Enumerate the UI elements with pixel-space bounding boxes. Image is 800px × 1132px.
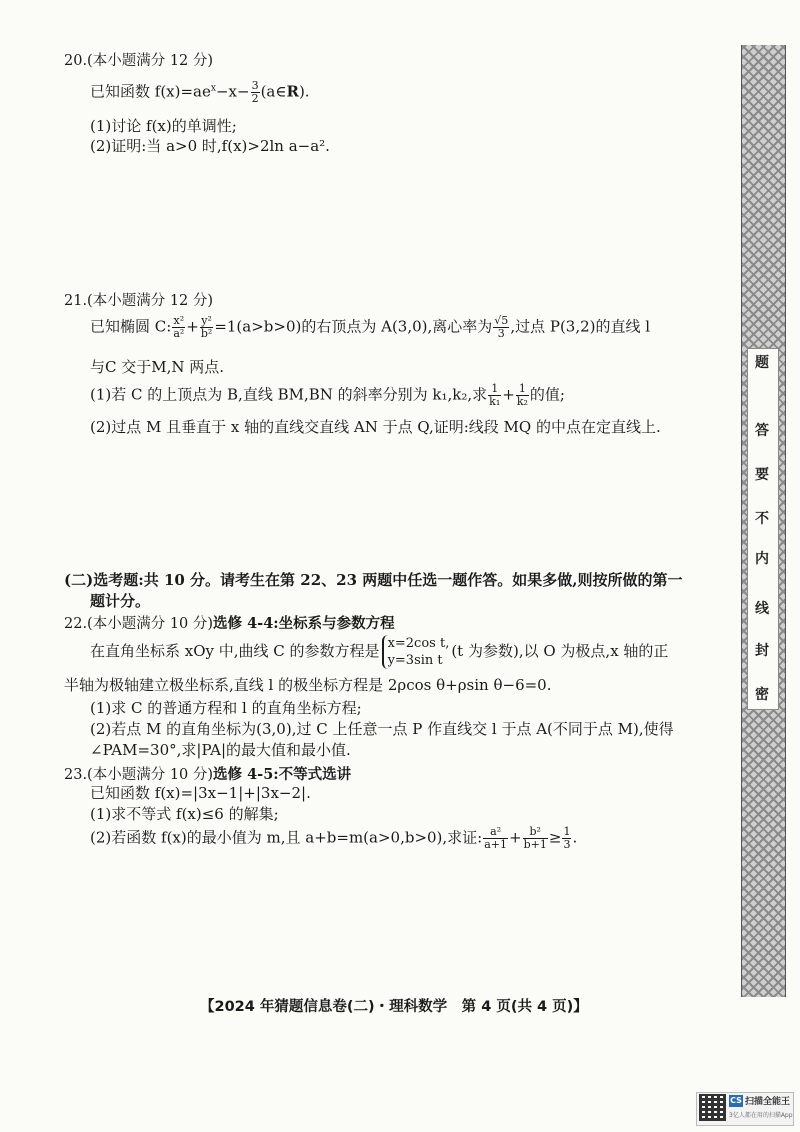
q23-frac-a-num: a² xyxy=(483,826,508,839)
q21-frac-x-num: x² xyxy=(173,314,185,327)
q22-line1 xyxy=(90,635,668,669)
q21-line1 xyxy=(90,315,650,340)
seal-char-3: 要 xyxy=(755,467,769,483)
q21-frac-e xyxy=(493,315,509,340)
q21-frac-x-den: a² xyxy=(173,327,185,340)
q23-frac-a-den: a+1 xyxy=(484,838,508,851)
q21-p1-b: 的值; xyxy=(529,385,565,404)
q23-p2-plus: + xyxy=(509,828,522,847)
q20-frac xyxy=(251,80,260,105)
q22-l1-b: (t 为参数),以 O 为极点,x 轴的正 xyxy=(451,642,669,660)
q21-frac-y-den: b² xyxy=(200,327,213,340)
q23-p2-dot: . xyxy=(572,828,578,847)
q23-frac-b xyxy=(523,826,548,851)
q20-stem xyxy=(90,80,310,105)
q23-p2-ge: ≥ xyxy=(548,828,562,847)
q22-heading xyxy=(64,612,395,633)
qr-code-icon xyxy=(699,1094,726,1121)
q21-frac-y xyxy=(200,315,213,340)
q20-stem-R: R xyxy=(286,82,299,101)
q20-part2: (2)证明:当 a>0 时,f(x)>2ln a−a². xyxy=(90,137,330,155)
q20-stem-a: 已知函数 f(x)=ae xyxy=(90,82,211,101)
seal-char-4: 不 xyxy=(755,511,769,527)
q22-l1-a: 在直角坐标系 xOy 中,曲线 C 的参数方程是 xyxy=(90,642,380,660)
q22-part2-line2: ∠PAM=30°,求|PA|的最大值和最小值. xyxy=(90,741,351,759)
q23-heading-a: 23.(本小题满分 10 分) xyxy=(64,767,214,783)
q23-line1: 已知函数 f(x)=|3x−1|+|3x−2|. xyxy=(90,784,311,802)
cs-logo-icon: CS xyxy=(730,1096,742,1105)
q23-frac-a xyxy=(483,826,508,851)
q20-stem-c: (a∈ xyxy=(260,82,287,101)
q23-frac-third-den: 3 xyxy=(563,838,571,851)
q22-sys-y: y=3sin t xyxy=(387,653,443,668)
scanner-app-name: 扫描全能王 xyxy=(745,1097,791,1107)
q21-part1 xyxy=(90,383,565,408)
scanner-app-tagline: 3亿人都在用的扫描App xyxy=(729,1112,793,1119)
q23-frac-third xyxy=(562,826,571,851)
q20-stem-d: ). xyxy=(298,82,310,101)
q20-stem-b: −x− xyxy=(215,82,250,101)
seal-char-1: 题 xyxy=(755,355,769,371)
q21-frac-k1 xyxy=(488,383,501,408)
q22-heading-a: 22.(本小题满分 10 分) xyxy=(64,616,214,632)
q21-frac-k1-den: k₁ xyxy=(489,395,501,408)
q21-frac-y-num: y² xyxy=(201,314,212,327)
q21-part2: (2)过点 M 且垂直于 x 轴的直线交直线 AN 于点 Q,证明:线段 MQ 的中点在定直线上. xyxy=(90,418,661,436)
q20-part1: (1)讨论 f(x)的单调性; xyxy=(90,117,237,135)
q21-frac-k2-num: 1 xyxy=(516,383,529,396)
q21-l1-plus: + xyxy=(186,317,199,336)
q21-frac-e-den: 3 xyxy=(497,327,505,340)
q21-l1-c: ,过点 P(3,2)的直线 l xyxy=(510,317,651,336)
q23-part1: (1)求不等式 f(x)≤6 的解集; xyxy=(90,805,279,823)
seal-char-2: 答 xyxy=(755,423,769,439)
elective-section-line2: 题计分。 xyxy=(90,592,151,610)
q21-frac-x xyxy=(172,315,185,340)
q22-heading-b: 选修 4-4:坐标系与参数方程 xyxy=(213,615,395,632)
q21-l1-a: 已知椭圆 C: xyxy=(90,317,172,336)
q22-line2: 半轴为极轴建立极坐标系,直线 l 的极坐标方程是 2ρcos θ+ρsin θ−6=0. xyxy=(64,676,552,694)
q21-frac-k1-num: 1 xyxy=(488,383,501,396)
q20-heading: 20.(本小题满分 12 分) xyxy=(64,53,214,69)
seal-char-6: 线 xyxy=(755,601,769,617)
q23-heading-b: 选修 4-5:不等式选讲 xyxy=(213,766,352,783)
q22-sys-x: x=2cos t, xyxy=(387,636,450,651)
q21-heading: 21.(本小题满分 12 分) xyxy=(64,293,214,309)
q21-frac-e-num: √5 xyxy=(494,314,509,327)
q22-part2-line1: (2)若点 M 的直角坐标为(3,0),过 C 上任意一点 P 作直线交 l 于点 A(不同于点 M),使得 xyxy=(90,720,674,738)
q21-p1-plus: + xyxy=(502,385,515,404)
q20-stem-exp: x xyxy=(210,83,216,94)
q21-p1-a: (1)若 C 的上顶点为 B,直线 BM,BN 的斜率分别为 k₁,k₂,求 xyxy=(90,385,488,404)
q22-part1: (1)求 C 的普通方程和 l 的直角坐标方程; xyxy=(90,699,362,717)
seal-char-5: 内 xyxy=(755,551,769,567)
q23-frac-b-den: b+1 xyxy=(523,838,547,851)
q23-part2 xyxy=(90,826,577,851)
q23-heading xyxy=(64,763,351,784)
q21-frac-k2 xyxy=(516,383,529,408)
q23-frac-b-num: b² xyxy=(523,826,548,839)
q23-p2-a: (2)若函数 f(x)的最小值为 m,且 a+b=m(a>0,b>0),求证: xyxy=(90,828,483,847)
page-footer: 【2024 年猜题信息卷(二)・理科数学 第 4 页(共 4 页)】 xyxy=(200,999,588,1015)
elective-section-line1: (二)选考题:共 10 分。请考生在第 22、23 两题中任选一题作答。如果多做,则按所做的第一 xyxy=(64,571,683,589)
q21-l1-b: =1(a>b>0)的右顶点为 A(3,0),离心率为 xyxy=(214,317,493,336)
q20-frac-den: 2 xyxy=(251,92,259,105)
q22-param-system xyxy=(382,635,450,669)
seal-char-7: 封 xyxy=(755,643,769,659)
seal-char-8: 密 xyxy=(755,687,769,703)
q21-frac-k2-den: k₂ xyxy=(516,395,528,408)
q21-line2: 与C 交于M,N 两点. xyxy=(90,358,225,376)
q20-frac-num: 3 xyxy=(251,79,259,92)
q23-frac-third-num: 1 xyxy=(563,825,571,838)
